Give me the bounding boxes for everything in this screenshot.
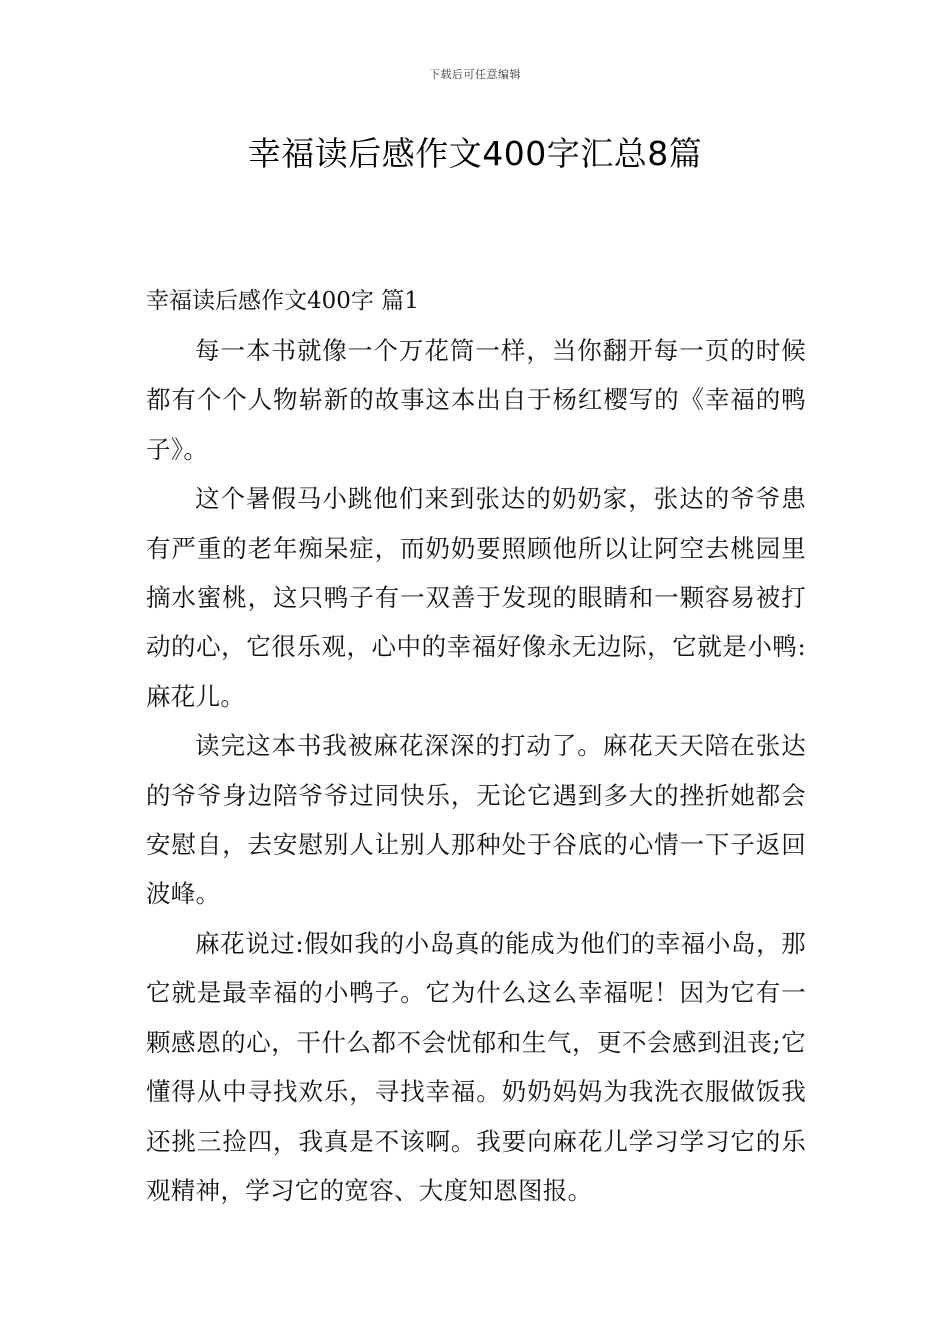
section-heading: 幸福读后感作文400字 篇1 [146, 288, 419, 314]
paragraph-1: 每一本书就像一个万花筒一样，当你翻开每一页的时候都有个个人物崭新的故事这本出自于杨红樱写的《幸福的鸭子》。 [146, 336, 806, 464]
paragraph-3: 读完这本书我被麻花深深的打动了。麻花天天陪在张达的爷爷身边陪爷爷过同快乐，无论它遇到多大的挫折她都会安慰自，去安慰别人让别人那种处于谷底的心情一下子返回波峰。 [146, 731, 806, 909]
document-title: 幸福读后感作文400字汇总8篇 [247, 134, 703, 173]
paragraph-2: 这个暑假马小跳他们来到张达的奶奶家，张达的爷爷患有严重的老年痴呆症，而奶奶要照顾他所以让阿空去桃园里摘水蜜桃，这只鸭子有一双善于发现的眼睛和一颗容易被打动的心，它很乐观，心中的幸福好像永无边际，它就是小鸭:麻花儿。 [146, 484, 806, 711]
header-note: 下载后可任意编辑 [429, 68, 521, 81]
document-body [146, 277, 806, 1215]
paragraph-4: 麻花说过:假如我的小岛真的能成为他们的幸福小岛，那它就是最幸福的小鸭子。它为什么这么幸福呢！因为它有一颗感恩的心，干什么都不会忧郁和生气，更不会感到沮丧;它懂得从中寻找欢乐，寻找幸福。奶奶妈妈为我洗衣服做饭我还挑三捡四，我真是不该啊。我要向麻花儿学习学习它的乐观精神，学习它的宽容、大度知恩图报。 [146, 928, 806, 1205]
